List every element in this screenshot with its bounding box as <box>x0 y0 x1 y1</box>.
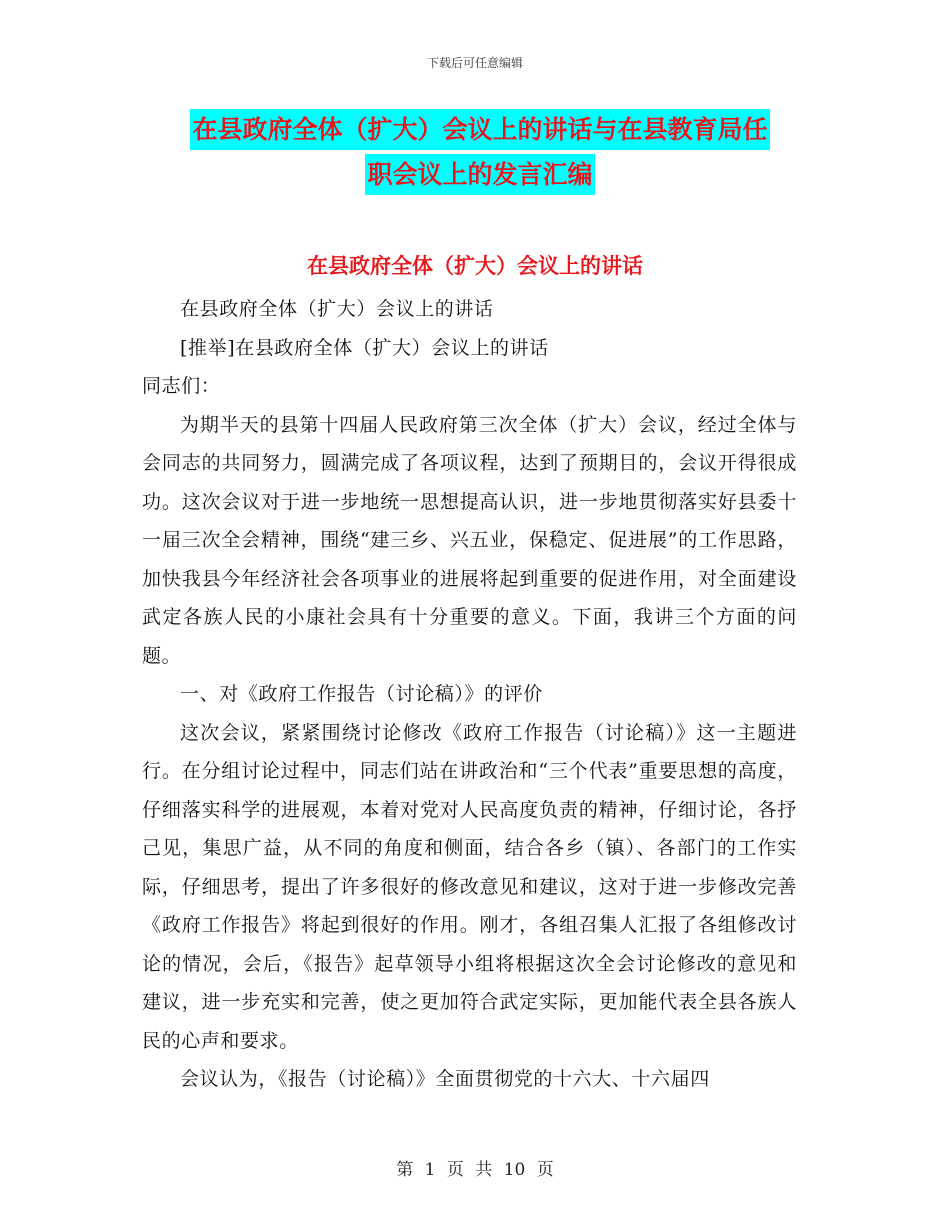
paragraph-recommend-title: [推举]在县政府全体（扩大）会议上的讲话 <box>180 336 549 359</box>
paragraph-discussion: 这次会议，紧紧围绕讨论修改《政府工作报告（讨论稿）》这一主题进行。在分组讨论过程中，同志们站在讲政治和“三个代表”重要思想的高度，仔细落实科学的进展观，本着对党对人民高度负责的精神，仔细讨论，各抒己见，集思广益，从不同的角度和侧面，结合各乡（镇）、各部门的工作实际，仔细思考，提出了许多很好的修改意见和建议，这对于进一步修改完善《政府工作报告》将起到很好的作用。刚才，各组召集人汇报了各组修改讨论的情况，会后，《报告》起草领导小组将根据这次全会讨论修改的意见和建议，进一步充实和完善，使之更加符合武定实际，更加能代表全县各族人民的心声和要求。 <box>142 721 797 1052</box>
paragraph-conclusion-start: 会议认为，《报告（讨论稿）》全面贯彻党的十六大、十六届四 <box>180 1068 710 1090</box>
section-title: 在县政府全体（扩大）会议上的讲话 <box>307 254 643 278</box>
document-body <box>142 290 797 1099</box>
paragraph-opening: 为期半天的县第十四届人民政府第三次全体（扩大）会议，经过全体与会同志的共同努力，圆满完成了各项议程，达到了预期目的，会议开得很成功。这次会议对于进一步地统一思想提高认识，进一步地贯彻落实好县委十一届三次全会精神，围绕“建三乡、兴五业，保稳定、促进展”的工作思路，加快我县今年经济社会各项事业的进展将起到重要的促进作用，对全面建设武定各族人民的小康社会具有十分重要的意义。下面，我讲三个方面的问题。 <box>142 413 797 667</box>
document-title-line-1 <box>150 115 810 145</box>
header-note: 下载后可任意编辑 <box>426 56 523 70</box>
paragraph-salutation: 同志们： <box>142 375 221 397</box>
document-title-text-1: 在县政府全体（扩大）会议上的讲话与在县教育局任 <box>190 109 769 150</box>
paragraph-heading-1: 一、对《政府工作报告（讨论稿）》的评价 <box>180 683 543 705</box>
document-title-text-2: 职会议上的发言汇编 <box>365 154 594 195</box>
document-title-line-2 <box>150 160 810 190</box>
page-footer: 第 1 页 共 10 页 <box>396 1160 554 1180</box>
paragraph-subtitle: 在县政府全体（扩大）会议上的讲话 <box>180 298 494 320</box>
